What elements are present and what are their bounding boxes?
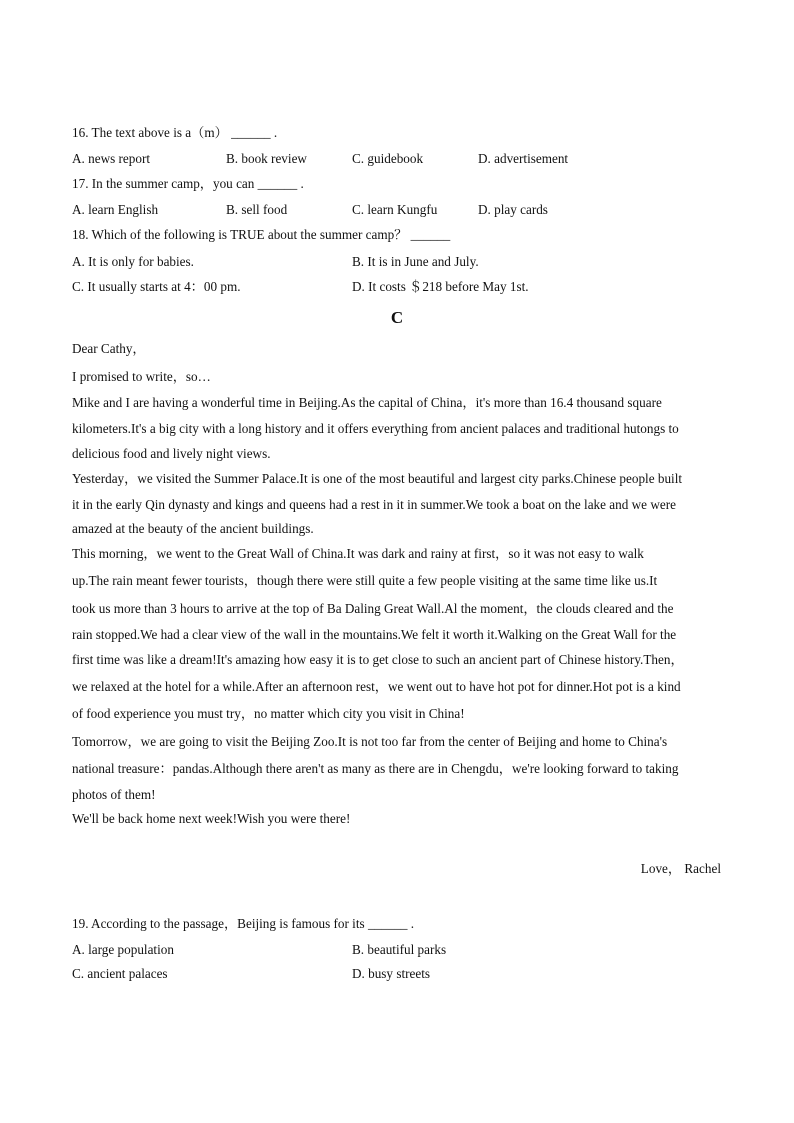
q16-option-a: A. news report: [72, 151, 151, 166]
q17-option-a: A. learn English: [72, 202, 159, 217]
letter-signoff: Love， Rachel: [640, 861, 721, 876]
q19-option-a: A. large population: [72, 942, 174, 957]
letter-line: national treasure：pandas.Although there aren't as many as there are in Chengdu，we're looking forward to taking: [72, 761, 679, 776]
q19-option-c: C. ancient palaces: [72, 966, 168, 981]
letter-line: kilometers.It's a big city with a long history and it offers everything from ancient palaces and traditional hutongs to: [72, 421, 679, 436]
letter-line: it in the early Qin dynasty and kings and queens had a rest in it in summer.We took a boat on the lake and we were: [72, 497, 676, 512]
q17-option-c: C. learn Kungfu: [352, 202, 438, 217]
letter-line: Dear Cathy，: [72, 341, 146, 356]
letter-line: photos of them!: [72, 787, 156, 802]
letter-line: This morning，we went to the Great Wall of China.It was dark and rainy at first，so it was not easy to walk: [72, 546, 644, 561]
q18-option-d: D. It costs ＄218 before May 1st.: [352, 279, 529, 294]
q17-option-d: D. play cards: [478, 202, 548, 217]
q18-option-b: B. It is in June and July.: [352, 254, 479, 269]
letter-line: Tomorrow，we are going to visit the Beijing Zoo.It is not too far from the center of Beijing and home to China's: [72, 734, 668, 749]
letter-line: amazed at the beauty of the ancient buildings.: [72, 521, 314, 536]
letter-line: first time was like a dream!It's amazing how easy it is to get close to such an ancient part of Chinese history.Then，: [72, 652, 684, 667]
q19-option-d: D. busy streets: [352, 966, 431, 981]
letter-line: took us more than 3 hours to arrive at the top of Ba Daling Great Wall.Al the moment，the clouds cleared and the: [72, 601, 674, 616]
q18-option-c: C. It usually starts at 4：00 pm.: [72, 279, 241, 294]
letter-line: We'll be back home next week!Wish you were there!: [72, 811, 351, 826]
q17-option-b: B. sell food: [226, 202, 288, 217]
question-17-stem: 17. In the summer camp，you can ______ .: [72, 176, 304, 191]
q18-option-a: A. It is only for babies.: [72, 254, 194, 269]
letter-line: rain stopped.We had a clear view of the wall in the mountains.We felt it worth it.Walking on the Great Wall for the: [72, 627, 677, 642]
letter-line: I promised to write，so…: [72, 369, 211, 384]
letter-line: of food experience you must try，no matter which city you visit in China!: [72, 706, 465, 721]
q19-option-b: B. beautiful parks: [352, 942, 447, 957]
q16-option-d: D. advertisement: [478, 151, 569, 166]
question-18-stem: 18. Which of the following is TRUE about the summer camp？ ______: [72, 227, 451, 242]
letter-line: up.The rain meant fewer tourists，though there were still quite a few people visiting at the same time like us.It: [72, 573, 658, 588]
q16-option-c: C. guidebook: [352, 151, 424, 166]
section-c-heading: C: [390, 308, 404, 327]
question-19-stem: 19. According to the passage，Beijing is famous for its ______ .: [72, 916, 415, 931]
letter-line: we relaxed at the hotel for a while.After an afternoon rest，we went out to have hot pot for dinner.Hot pot is a kind: [72, 679, 681, 694]
q16-option-b: B. book review: [226, 151, 307, 166]
question-16-stem: 16. The text above is a（m） ______ .: [72, 125, 278, 140]
letter-line: delicious food and lively night views.: [72, 446, 271, 461]
letter-line: Mike and I are having a wonderful time in Beijing.As the capital of China，it's more than 16.4 thousand square: [72, 395, 662, 410]
letter-line: Yesterday，we visited the Summer Palace.It is one of the most beautiful and largest city parks.Chinese people built: [72, 471, 683, 486]
